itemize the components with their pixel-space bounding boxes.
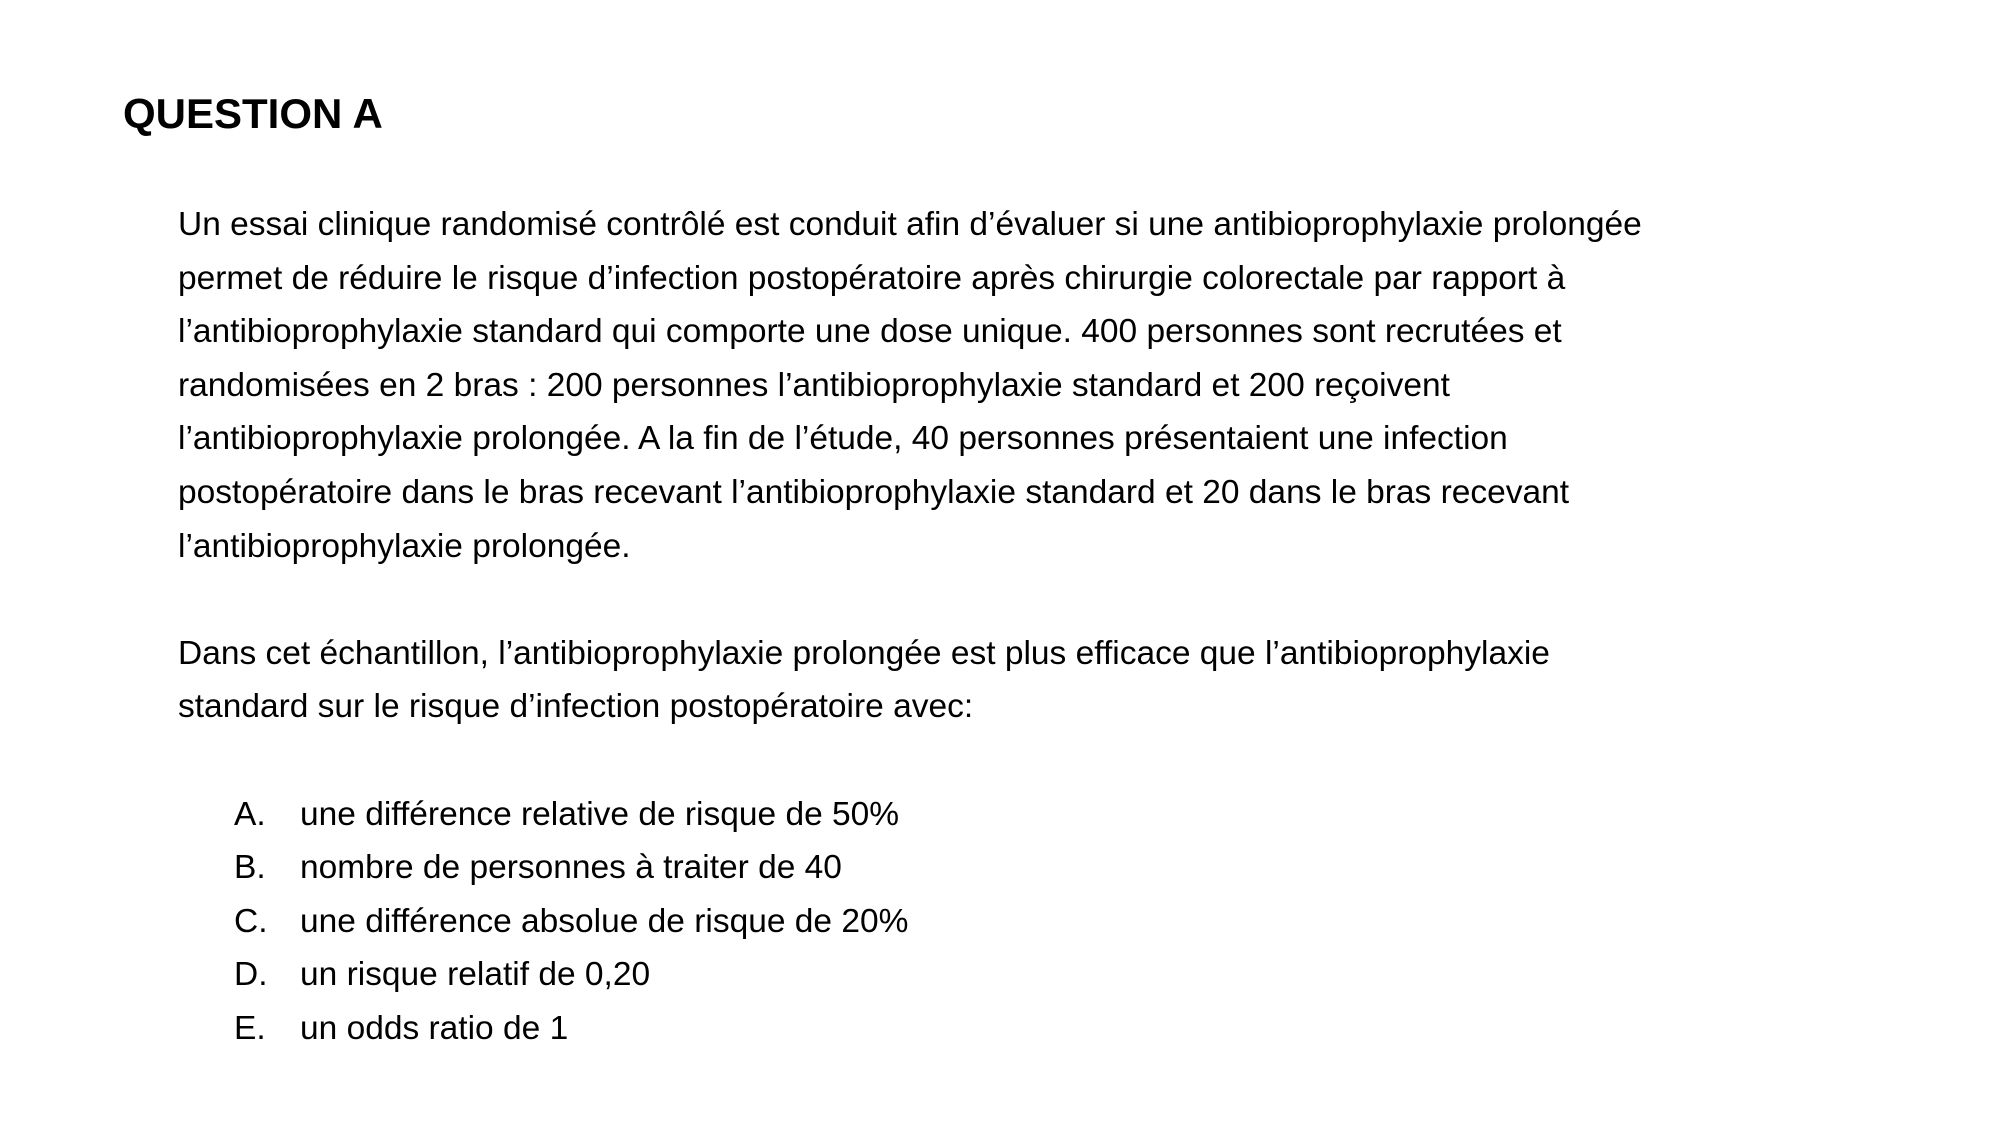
question-body xyxy=(178,198,1878,1056)
option-text: une différence relative de risque de 50% xyxy=(300,795,900,833)
question-stem-line: standard sur le risque d’infection postopératoire avec: xyxy=(178,688,974,726)
scenario-line: Un essai clinique randomisé contrôlé est conduit afin d’évaluer si une antibioprophylaxie prolongée xyxy=(178,206,1642,243)
option-text: un risque relatif de 0,20 xyxy=(300,956,651,994)
option-text: un odds ratio de 1 xyxy=(300,1009,569,1047)
question-stem-line: Dans cet échantillon, l’antibioprophylaxie prolongée est plus efficace que l’antibioprophylaxie xyxy=(178,634,1550,672)
option-text: une différence absolue de risque de 20% xyxy=(300,902,909,940)
answer-option-e xyxy=(178,1002,1878,1056)
option-letter: C. xyxy=(234,902,268,940)
scenario-line: l’antibioprophylaxie prolongée. xyxy=(178,527,631,565)
answer-option-a xyxy=(178,788,1878,842)
paragraph-spacer xyxy=(178,734,1878,788)
scenario-paragraph xyxy=(178,198,1878,573)
paragraph-spacer xyxy=(178,573,1878,627)
scenario-line: l’antibioprophylaxie standard qui comporte une dose unique. 400 personnes sont recrutées et xyxy=(178,313,1562,351)
scenario-line: postopératoire dans le bras recevant l’antibioprophylaxie standard et 20 dans le bras recevant xyxy=(178,473,1570,511)
question-stem xyxy=(178,627,1878,734)
scenario-line: randomisées en 2 bras : 200 personnes l’antibioprophylaxie standard et 200 reçoivent xyxy=(178,366,1450,404)
option-letter: A. xyxy=(234,795,266,833)
question-title: QUESTION A xyxy=(123,90,383,137)
answer-option-b xyxy=(178,841,1878,895)
scenario-line: permet de réduire le risque d’infection postopératoire après chirurgie colorectale par rapport à xyxy=(178,259,1566,297)
option-letter: E. xyxy=(234,1009,266,1047)
option-letter: D. xyxy=(234,956,268,994)
option-text: nombre de personnes à traiter de 40 xyxy=(300,849,842,887)
answer-option-d xyxy=(178,948,1878,1002)
answer-option-c xyxy=(178,895,1878,949)
answer-options-list xyxy=(178,788,1878,1056)
scenario-line: l’antibioprophylaxie prolongée. A la fin de l’étude, 40 personnes présentaient une infection xyxy=(178,420,1508,458)
option-letter: B. xyxy=(234,849,266,887)
